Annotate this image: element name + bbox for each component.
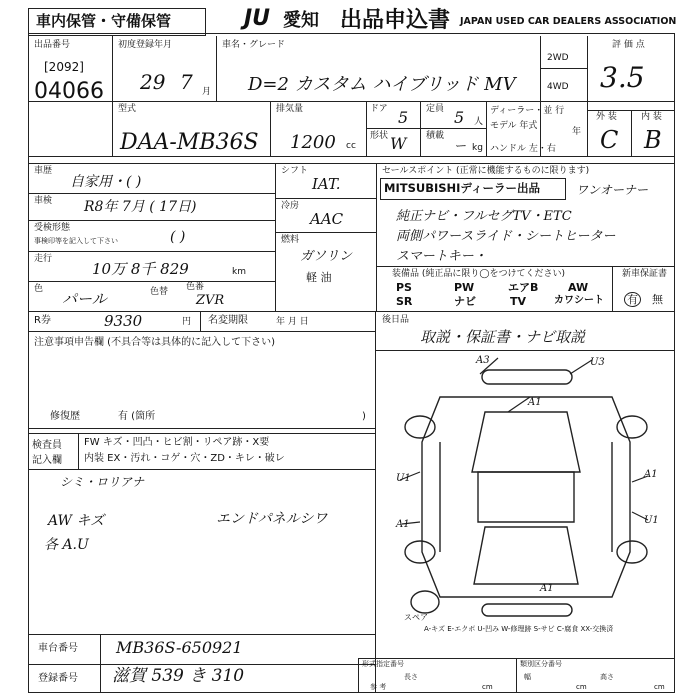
remarks-label: 注意事項申告欄 (不具合等は具体的に記入して下さい) <box>34 337 275 348</box>
recycle-value: 9330 <box>104 312 143 330</box>
load-label: 積載 <box>426 131 445 141</box>
equip-tv: TV <box>510 295 527 308</box>
cm-unit-2: cm <box>576 683 587 691</box>
class-number-label: 類別区分番号 <box>520 660 562 668</box>
logo-mark: JU <box>244 6 271 31</box>
shift-label: シフト <box>281 166 309 176</box>
car-damage-diagram <box>380 352 672 622</box>
doors-label: ドア <box>370 104 388 114</box>
inspection-label: 車検 <box>34 196 53 206</box>
history-value: 自家用・( ) <box>70 174 142 190</box>
doors-value: 5 <box>398 108 409 127</box>
capacity-label: 定員 <box>426 104 445 114</box>
model-year-label: モデル 年式 <box>490 121 538 131</box>
plate-label: 登録番号 <box>38 673 78 684</box>
equip-ps: PS <box>396 281 412 294</box>
km-unit: km <box>232 267 246 277</box>
receive-note: 事検印等を記入して下さい <box>34 237 118 245</box>
selling-point-3: 両側パワースライド・シートヒーター <box>396 229 616 244</box>
storage-label: 車内保管・守備保管 <box>36 12 172 30</box>
inspector-note-3: エンドパネルシワ <box>216 511 328 527</box>
receive-label: 受検形態 <box>34 223 71 233</box>
capacity-value: 5 <box>454 108 465 127</box>
kg-unit: kg <box>472 143 483 153</box>
ac-value: AAC <box>310 210 344 228</box>
car-name-label: 車名・グレード <box>222 40 286 50</box>
recycle-label: R券 <box>34 315 51 326</box>
lot-sub-number: [2092] <box>44 60 84 74</box>
chassis-label: 車台番号 <box>38 643 78 654</box>
displacement-value: 1200 <box>290 132 336 153</box>
equip-aw: AW <box>568 281 589 294</box>
fuel-alt: 軽 油 <box>306 271 332 284</box>
width-label: 幅 <box>524 673 531 681</box>
color-label: 色 <box>34 284 44 294</box>
load-value: ー <box>454 139 467 153</box>
chassis-value: MB36S-650921 <box>116 638 243 657</box>
equip-seat: カワシート <box>554 295 604 306</box>
documents-value: 取説・保証書・ナビ取説 <box>420 328 586 346</box>
color-value: パール <box>62 290 107 308</box>
fuel-label: 燃料 <box>281 235 300 245</box>
cm-unit-3: cm <box>654 683 665 691</box>
color-code-label: 色番 <box>186 282 205 292</box>
handle-label: ハンドル 左・右 <box>490 144 556 154</box>
documents-label: 後日品 <box>382 315 410 325</box>
plate-value: 滋賀 539 き 310 <box>112 666 245 686</box>
displacement-label: 排気量 <box>276 104 304 114</box>
equip-airbag: エアB <box>508 281 539 294</box>
lot-number: 04066 <box>34 79 104 104</box>
mileage-label: 走行 <box>34 254 53 264</box>
warranty-label: 新車保証書 <box>622 269 668 279</box>
car-name-value: D=2 カスタム ハイブリッド MV <box>248 74 516 95</box>
damage-mark-a1-rear: A1 <box>396 519 410 530</box>
cc-unit: cc <box>346 141 356 151</box>
inspector-note-4: 各 A.U <box>44 537 89 553</box>
rename-label: 名変期限 <box>208 315 248 326</box>
equipment-label: 装備品 (純正品に限り◯をつけてください) <box>392 269 565 279</box>
inspector-note-1: シミ・ロリアナ <box>60 475 145 489</box>
warranty-no: 無 <box>652 293 663 306</box>
equip-navi: ナビ <box>454 295 476 308</box>
damage-mark-u1-right: U1 <box>644 515 659 526</box>
model-label: 型式 <box>118 104 137 114</box>
damage-mark-a1-roof: A1 <box>528 397 542 408</box>
inspector-note-2: AW キズ <box>48 513 105 529</box>
selling-point-1: ワンオーナー <box>576 183 649 197</box>
shape-label: 形状 <box>370 131 389 141</box>
history-label: 車歴 <box>34 166 53 176</box>
equip-sr: SR <box>396 295 413 308</box>
damage-mark-u1-left: U1 <box>396 473 411 484</box>
shift-value: IAT. <box>312 175 341 193</box>
person-unit: 人 <box>474 117 484 127</box>
dealer-label: ディーラー・並 行 <box>490 106 565 116</box>
receive-value: ( ) <box>170 229 186 245</box>
damage-mark-a1-side: A1 <box>540 583 554 594</box>
warranty-yes: 有 <box>624 292 641 307</box>
logo-text: 愛知 <box>283 10 319 31</box>
fuel-value: ガソリン <box>300 249 353 264</box>
spare-label: スペア <box>404 613 428 622</box>
month-unit: 月 <box>202 87 212 97</box>
dealer-badge: MITSUBISHIディーラー出品 <box>384 181 540 195</box>
grade-score: 3.5 <box>600 61 645 94</box>
inspector-label: 検査員 記入欄 <box>32 440 62 466</box>
damage-mark-u3: U3 <box>590 357 605 368</box>
selling-points-label: セールスポイント (正常に機能するものに限ります) <box>382 166 590 176</box>
selling-point-4: スマートキー・ <box>396 249 487 264</box>
drive-4wd: 4WD <box>547 82 569 92</box>
cm-unit-1: cm <box>482 683 493 691</box>
color-change-label: 色替 <box>150 287 169 297</box>
selling-point-2: 純正ナビ・フルセグTV・ETC <box>396 209 572 224</box>
damage-legend: A-キズ E-エクボ U-凹み W-修理跡 S-サビ C-腐食 XX-交換済 <box>424 625 614 633</box>
reference-label: 参 考 <box>370 683 387 691</box>
repair-history-close: ) <box>362 411 366 422</box>
equip-pw: PW <box>454 281 475 294</box>
equipment-grid <box>382 281 610 309</box>
interior-label: 内 装 <box>641 112 662 122</box>
rename-date: 年 月 日 <box>276 317 309 327</box>
shape-value: W <box>390 134 407 153</box>
inspection-value: R8年 7月 ( 17日) <box>84 199 197 215</box>
interior-grade: B <box>644 126 662 154</box>
model-value: DAA-MB36S <box>120 130 259 155</box>
exterior-label: 外 装 <box>596 112 617 122</box>
year-unit: 年 <box>572 127 582 137</box>
recycle-unit: 円 <box>182 317 192 327</box>
repair-history-label: 修復歴 <box>50 411 80 422</box>
damage-mark-a1-right: A1 <box>644 469 658 480</box>
first-reg-label: 初度登録年月 <box>118 40 173 50</box>
ac-label: 冷房 <box>281 201 300 211</box>
inspector-row-2: 内装 EX・汚れ・コゲ・穴・ZD・キレ・破レ <box>84 453 285 464</box>
association-name: JAPAN USED CAR DEALERS ASSOCIATION <box>460 16 677 27</box>
color-code-value: ZVR <box>196 293 225 308</box>
first-reg-month: 7 <box>180 70 193 94</box>
lot-label: 出品番号 <box>34 40 71 50</box>
mileage-value: 10万 8千 829 <box>92 260 189 278</box>
exterior-grade: C <box>600 126 619 154</box>
repair-history-value: 有 (箇所 <box>118 411 156 422</box>
form-title: 出品申込書 <box>340 8 451 33</box>
type-designation-label: 形式指定番号 <box>362 660 404 668</box>
drive-2wd: 2WD <box>547 53 569 63</box>
first-reg-year: 29 <box>140 70 166 94</box>
damage-mark-a3: A3 <box>476 355 490 366</box>
inspector-row-1: FW キズ・凹凸・ヒビ割・リペア跡・X要 <box>84 437 270 448</box>
height-label: 高さ <box>600 673 614 681</box>
grade-label: 評 価 点 <box>612 40 645 50</box>
length-label: 長さ <box>404 673 418 681</box>
